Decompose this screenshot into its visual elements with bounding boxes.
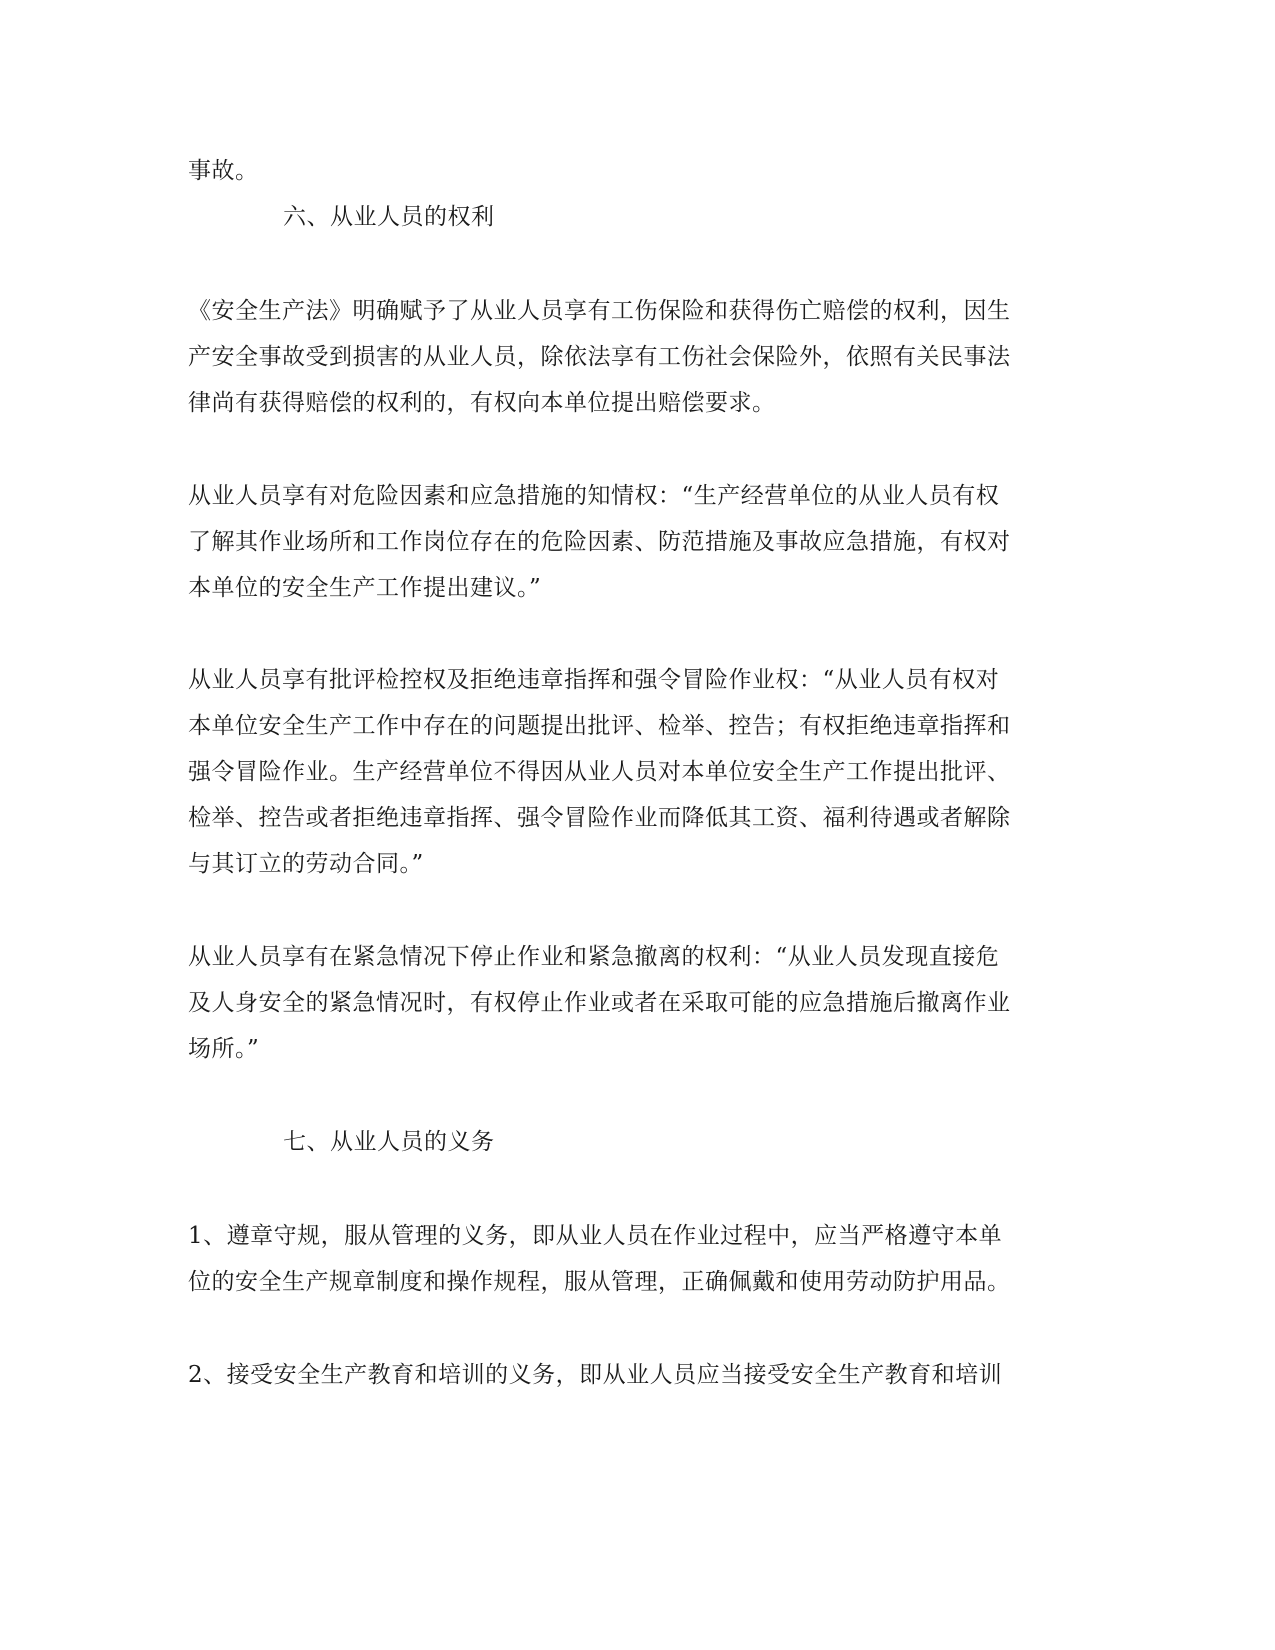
- text-line: 从业人员享有对危险因素和应急措施的知情权：“生产经营单位的从业人员有权: [188, 483, 1000, 509]
- text-line: 事故。: [188, 158, 259, 184]
- text-line: 《安全生产法》明确赋予了从业人员享有工伤保险和获得伤亡赔偿的权利，因生: [188, 298, 1011, 324]
- section-heading-7: 七、从业人员的义务: [283, 1129, 495, 1155]
- text-line: 与其订立的劳动合同。”: [188, 851, 424, 877]
- text-line: 产安全事故受到损害的从业人员，除依法享有工伤社会保险外，依照有关民事法: [188, 344, 1011, 370]
- text-line: 从业人员享有批评检控权及拒绝违章指挥和强令冒险作业权：“从业人员有权对: [188, 667, 1000, 693]
- text-line: 了解其作业场所和工作岗位存在的危险因素、防范措施及事故应急措施，有权对: [188, 529, 1011, 555]
- paragraph-emergency-evacuation: [188, 934, 1028, 1072]
- paragraph-right-to-know: [188, 473, 1028, 611]
- paragraph-right-to-criticize: [188, 657, 1028, 887]
- paragraph-obligation-1: [188, 1213, 1028, 1305]
- text-line: 位的安全生产规章制度和操作规程，服从管理，正确佩戴和使用劳动防护用品。: [188, 1269, 1011, 1295]
- paragraph-injury-insurance: [188, 288, 1028, 426]
- paragraph-continuation: [188, 148, 1028, 194]
- text-line: 及人身安全的紧急情况时，有权停止作业或者在采取可能的应急措施后撤离作业: [188, 990, 1011, 1016]
- text-line: 场所。”: [188, 1036, 260, 1062]
- text-line: 从业人员享有在紧急情况下停止作业和紧急撤离的权利：“从业人员发现直接危: [188, 944, 1000, 970]
- section-heading-6: 六、从业人员的权利: [283, 204, 495, 230]
- text-line: 律尚有获得赔偿的权利的，有权向本单位提出赔偿要求。: [188, 390, 776, 416]
- text-line: 2、接受安全生产教育和培训的义务，即从业人员应当接受安全生产教育和培训: [188, 1362, 1003, 1388]
- text-line: 本单位安全生产工作中存在的问题提出批评、检举、控告；有权拒绝违章指挥和: [188, 713, 1011, 739]
- text-line: 1、遵章守规，服从管理的义务，即从业人员在作业过程中，应当严格遵守本单: [188, 1223, 1003, 1249]
- text-line: 检举、控告或者拒绝违章指挥、强令冒险作业而降低其工资、福利待遇或者解除: [188, 805, 1011, 831]
- text-line: 强令冒险作业。生产经营单位不得因从业人员对本单位安全生产工作提出批评、: [188, 759, 1011, 785]
- text-line: 本单位的安全生产工作提出建议。”: [188, 575, 542, 601]
- paragraph-obligation-2: [188, 1352, 1028, 1398]
